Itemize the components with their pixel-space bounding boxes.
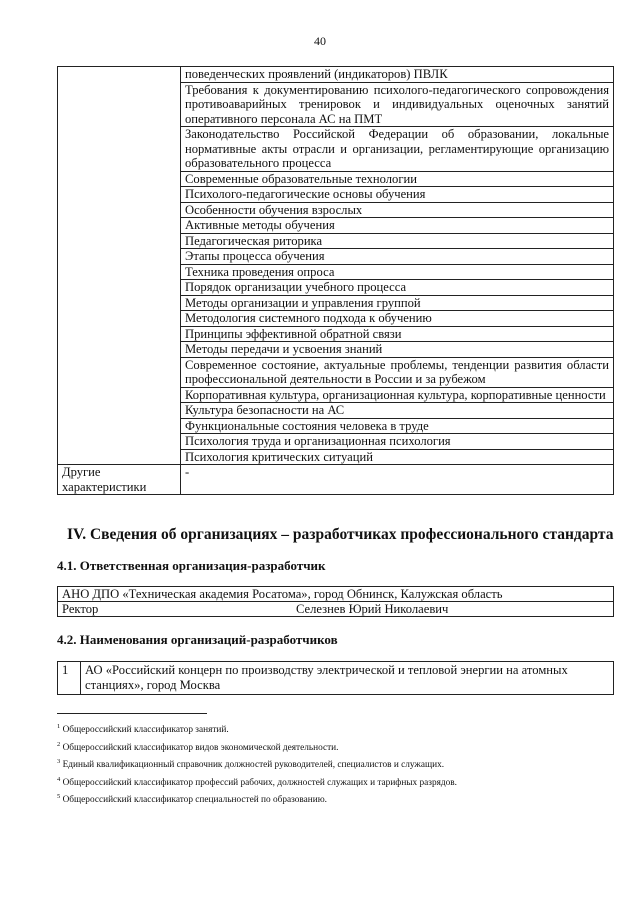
knowledge-item: Функциональные состояния человека в труде <box>181 418 614 434</box>
knowledge-row <box>58 67 614 83</box>
footnote-text: Общероссийский классификатор специальностей по образованию. <box>62 795 328 806</box>
knowledge-item: поведенческих проявлений (индикаторов) ПВЛК <box>181 67 614 83</box>
footnote-number: 2 <box>57 740 61 748</box>
footnote-divider <box>57 713 207 714</box>
head-name: Селезнев Юрий Николаевич <box>226 602 614 617</box>
knowledge-item: Техника проведения опроса <box>181 264 614 280</box>
responsible-org-table <box>57 586 614 617</box>
other-characteristics-row <box>58 465 614 495</box>
footnote <box>57 790 457 808</box>
footnote <box>57 720 457 738</box>
knowledge-item: Законодательство Российской Федерации об образовании, локальные нормативные акты отрасли и организации, регламентирующие организацию образовательного процесса <box>181 127 614 172</box>
developer-orgs-heading: 4.2. Наименования организаций-разработчиков <box>57 632 338 647</box>
knowledge-item: Методология системного подхода к обучению <box>181 311 614 327</box>
footnote-number: 3 <box>57 758 61 765</box>
footnotes-list <box>57 720 457 808</box>
responsible-org-name-row <box>58 587 614 602</box>
developer-orgs-body <box>58 662 614 695</box>
other-characteristics-value: - <box>181 465 614 495</box>
knowledge-item: Активные методы обучения <box>181 218 614 234</box>
knowledge-item: Психолого-педагогические основы обучения <box>181 187 614 203</box>
responsible-org-head-row <box>58 602 614 617</box>
footnote <box>57 755 457 773</box>
knowledge-item: Методы передачи и усвоения знаний <box>181 342 614 358</box>
knowledge-item: Принципы эффективной обратной связи <box>181 326 614 342</box>
footnote-number: 4 <box>57 775 61 783</box>
required-knowledge-table <box>57 66 614 495</box>
footnote-text: Единый квалификационный справочник должностей руководителей, специалистов и служащих. <box>62 760 445 771</box>
knowledge-item: Этапы процесса обучения <box>181 249 614 265</box>
knowledge-item: Культура безопасности на АС <box>181 403 614 419</box>
other-characteristics-label: Другие характеристики <box>58 465 181 495</box>
knowledge-table-body <box>58 67 614 465</box>
knowledge-item: Особенности обучения взрослых <box>181 202 614 218</box>
knowledge-item: Психология труда и организационная психология <box>181 434 614 450</box>
developer-orgs-table <box>57 661 614 695</box>
knowledge-item: Корпоративная культура, организационная культура, корпоративные ценности <box>181 387 614 403</box>
developer-org-number: 1 <box>58 662 81 695</box>
footnote-text: Общероссийский классификатор видов экономической деятельности. <box>62 742 339 753</box>
knowledge-item: Психология критических ситуаций <box>181 449 614 465</box>
knowledge-item: Требования к документированию психолого-педагогического сопровождения противоаварийных тренировок и индивидуальных оценочных занятий оперативного персонала АС на ПМТ <box>181 82 614 127</box>
head-position: Ректор <box>58 602 227 617</box>
section-iv-title: IV. Сведения об организациях – разработчиках профессионального стандарта <box>67 526 614 543</box>
footnote-number: 1 <box>57 723 61 730</box>
page-number: 40 <box>314 34 326 48</box>
developer-org-name: АО «Российский концерн по производству электрической и тепловой энергии на атомных станциях», город Москва <box>81 662 614 695</box>
responsible-org-name: АНО ДПО «Техническая академия Росатома», город Обнинск, Калужская область <box>58 587 614 602</box>
knowledge-item: Порядок организации учебного процесса <box>181 280 614 296</box>
developer-org-row <box>58 662 614 695</box>
footnote-number: 5 <box>57 793 61 800</box>
knowledge-item: Современные образовательные технологии <box>181 171 614 187</box>
knowledge-item: Педагогическая риторика <box>181 233 614 249</box>
footnote-text: Общероссийский классификатор профессий рабочих, должностей служащих и тарифных разрядов. <box>62 777 457 788</box>
footnote <box>57 738 457 756</box>
footnote-text: Общероссийский классификатор занятий. <box>62 725 229 736</box>
knowledge-item: Современное состояние, актуальные проблемы, тенденции развития области профессиональной деятельности в России и за рубежом <box>181 357 614 387</box>
footnote <box>57 773 457 791</box>
knowledge-item: Методы организации и управления группой <box>181 295 614 311</box>
responsible-org-heading: 4.1. Ответственная организация-разработчик <box>57 558 326 573</box>
knowledge-label-cell <box>58 67 181 465</box>
other-characteristics-section <box>58 465 614 495</box>
